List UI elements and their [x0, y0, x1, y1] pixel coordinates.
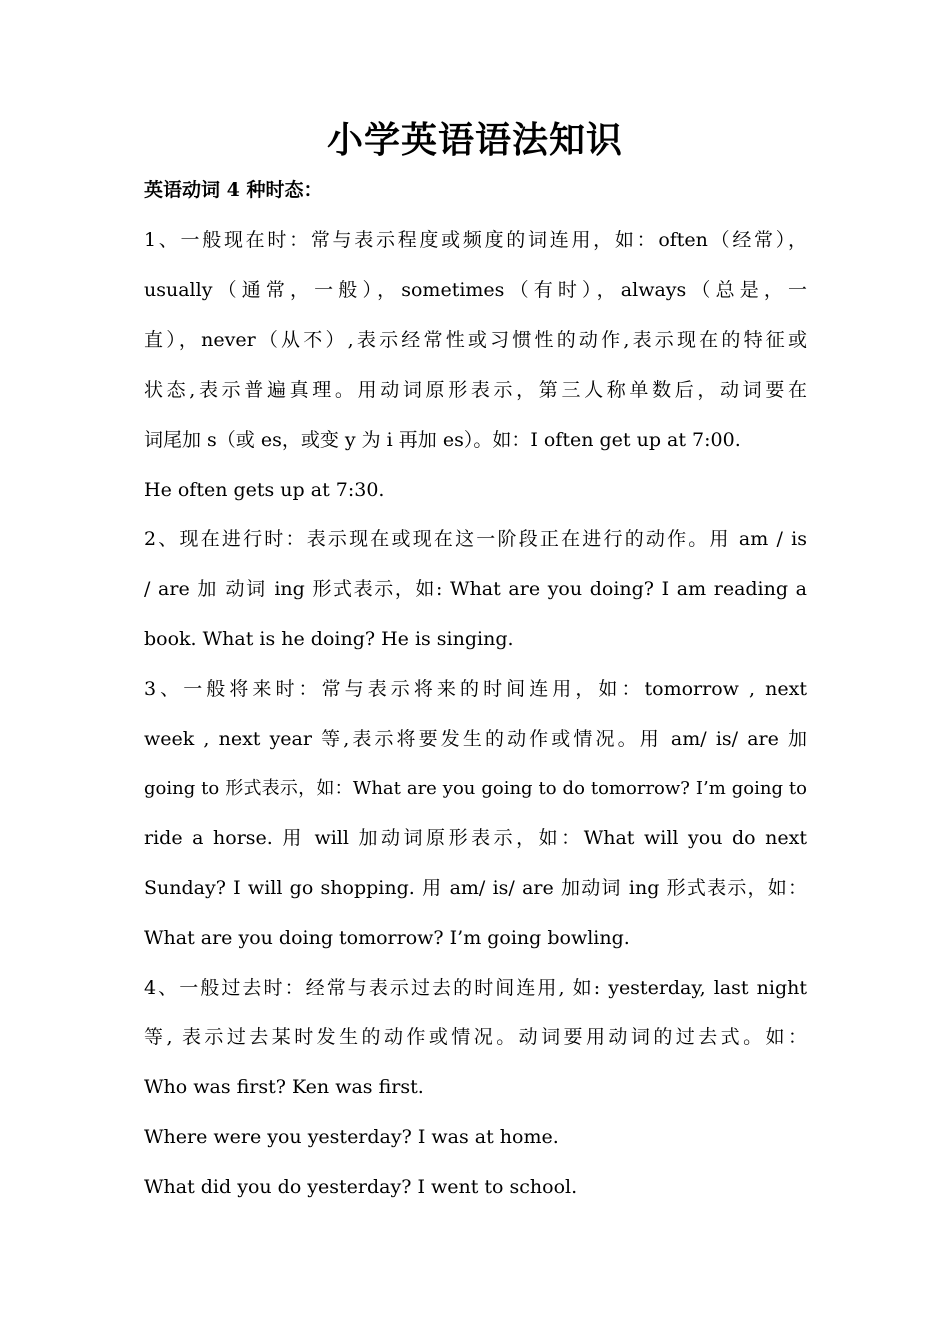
text-line: usually（通常，一般），sometimes（有时），always（总是，一: [144, 279, 807, 301]
text-line: week , next year 等,表示将要发生的动作或情况。用 am/ is/ are 加: [144, 728, 807, 750]
text-line: / are 加 动词 ing 形式表示，如: What are you doing? I am reading a: [144, 578, 807, 600]
text-line: going to 形式表示，如：What are you going to do tomorrow? I’m going to: [144, 778, 807, 799]
text-line: Where were you yesterday? I was at home.: [144, 1126, 559, 1148]
text-line: What are you doing tomorrow? I’m going bowling.: [144, 927, 630, 949]
text-line: book. What is he doing? He is singing.: [144, 628, 514, 650]
text-line: 状态,表示普遍真理。用动词原形表示，第三人称单数后，动词要在: [144, 379, 807, 401]
text-line: 直），never（从不）,表示经常性或习惯性的动作,表示现在的特征或: [144, 329, 807, 351]
text-line: 词尾加 s（或 es，或变 y 为 i 再加 es）。如：I often get up at 7:00.: [144, 429, 741, 451]
page-title: 小学英语语法知识: [326, 119, 623, 161]
text-line: He often gets up at 7:30.: [144, 479, 385, 501]
text-line: 3、一般将来时：常与表示将来的时间连用，如：tomorrow , next: [144, 678, 807, 700]
section-heading: 英语动词 4 种时态：: [144, 179, 323, 201]
text-line: 4、一般过去时：经常与表示过去的时间连用, 如: yesterday, last night: [144, 977, 807, 999]
text-line: ride a horse. 用 will 加动词原形表示，如：What will you do next: [144, 827, 807, 849]
text-line: Sunday? I will go shopping. 用 am/ is/ are 加动词 ing 形式表示，如：: [144, 877, 807, 899]
text-line: 等, 表示过去某时发生的动作或情况。动词要用动词的过去式。如：: [144, 1026, 807, 1048]
text-line: 1、一般现在时：常与表示程度或频度的词连用，如：often（经常），: [144, 229, 807, 251]
text-line: What did you do yesterday? I went to school.: [144, 1176, 578, 1198]
text-line: Who was first? Ken was first.: [144, 1076, 424, 1098]
text-line: 2、现在进行时：表示现在或现在这一阶段正在进行的动作。用 am / is: [144, 528, 807, 550]
